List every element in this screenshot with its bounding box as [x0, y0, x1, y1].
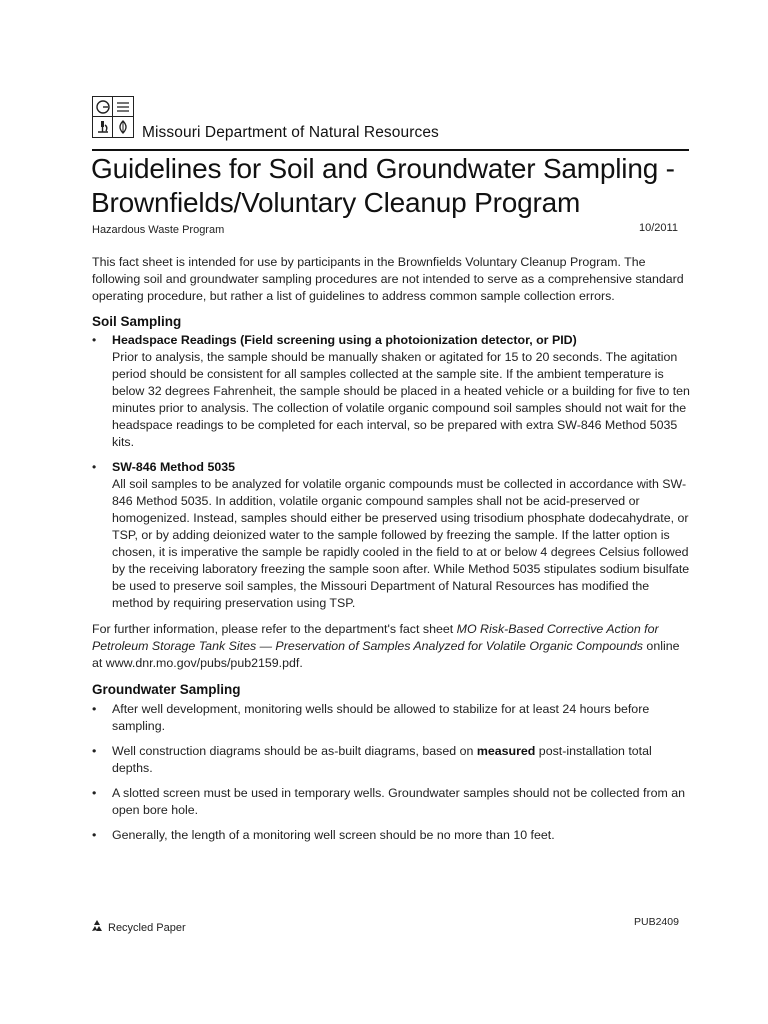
- soil-item-title: Headspace Readings (Field screening using a photoionization detector, or PID): [112, 333, 577, 347]
- groundwater-item-text: After well development, monitoring wells should be allowed to stabilize for at least 24 hours before sampling.: [112, 702, 650, 733]
- bullet-icon: •: [92, 460, 97, 474]
- groundwater-item-text: Generally, the length of a monitoring well screen should be no more than 10 feet.: [112, 828, 555, 842]
- bullet-icon: •: [92, 333, 97, 347]
- publication-date: 10/2011: [639, 222, 678, 234]
- lines-icon: [113, 97, 133, 117]
- leaf-icon: [113, 117, 133, 137]
- soil-item-method-5035: [92, 459, 692, 612]
- groundwater-item: [92, 701, 692, 735]
- title-line-1: Guidelines for Soil and Groundwater Sampling -: [91, 153, 675, 184]
- further-info-paragraph: [92, 621, 692, 672]
- groundwater-item-text-pre: Well construction diagrams should be as-built diagrams, based on: [112, 744, 477, 758]
- bullet-icon: •: [92, 828, 97, 842]
- agency-name: Missouri Department of Natural Resources: [142, 124, 439, 141]
- microscope-icon: [93, 117, 113, 137]
- dnr-logo: [92, 96, 134, 138]
- header-rule: [92, 149, 689, 151]
- document-body: [92, 254, 692, 852]
- soil-item-body: All soil samples to be analyzed for volatile organic compounds must be collected in accordance with SW-846 Method 5035. In addition, volatile organic compound samples shall not be acid-preserved or homogenized. Instead, samples should either be preserved using trisodium phosphate dodecahydrate, or TSP, or by adding deionized water to the sample followed by freezing the sample. If the latter option is chosen, it is imperative the sample be rapidly cooled in the field to at or below 4 degrees Celsius followed by the receiving laboratory freezing the sample soon after. While Method 5035 stipulates sodium bisulfate be used to preserve soil samples, the Missouri Department of Natural Resources has modified the method by requiring preservation using TSP.: [112, 477, 690, 610]
- bullet-icon: •: [92, 744, 97, 758]
- recycled-paper-label: Recycled Paper: [108, 921, 186, 934]
- groundwater-item-text: A slotted screen must be used in temporary wells. Groundwater samples should not be collected from an open bore hole.: [112, 786, 686, 817]
- groundwater-sampling-heading: Groundwater Sampling: [92, 682, 241, 697]
- soil-item-title: SW-846 Method 5035: [112, 460, 236, 474]
- further-suffix: online at www.dnr.mo.gov/pubs/pub2159.pdf.: [92, 639, 680, 670]
- publication-number: PUB2409: [634, 916, 679, 928]
- program-name: Hazardous Waste Program: [92, 224, 225, 236]
- groundwater-item: [92, 827, 692, 844]
- further-prefix: For further information, please refer to the department's fact sheet: [92, 622, 457, 636]
- groundwater-item-text-post: post-installation total depths.: [112, 744, 652, 775]
- globe-icon: [93, 97, 113, 117]
- bullet-icon: •: [92, 786, 97, 800]
- fact-sheet-title-link[interactable]: MO Risk-Based Corrective Action for Petroleum Storage Tank Sites — Preservation of Samples Analyzed for Volatile Organic Compounds: [92, 622, 659, 653]
- groundwater-item-emphasis: measured: [476, 744, 536, 758]
- title-line-2: Brownfields/Voluntary Cleanup Program: [91, 187, 581, 218]
- document-title: [91, 152, 691, 220]
- bullet-icon: •: [92, 702, 97, 716]
- groundwater-item: [92, 785, 692, 819]
- groundwater-item: [92, 743, 692, 777]
- intro-paragraph: This fact sheet is intended for use by participants in the Brownfields Voluntary Cleanup Program. The following soil and groundwater sampling procedures are not intended to serve as a comprehensive standard operating procedure, but rather a list of guidelines to address common sample collection errors.: [92, 255, 684, 303]
- soil-item-headspace: [92, 332, 692, 451]
- soil-sampling-heading: Soil Sampling: [92, 314, 182, 329]
- recycle-icon: [90, 919, 104, 936]
- recycled-paper-note: [90, 919, 186, 936]
- soil-item-body: Prior to analysis, the sample should be manually shaken or agitated for 15 to 20 seconds. The agitation period should be consistent for all samples collected at the sample site. If the ambient temperature is below 32 degrees Fahrenheit, the sample should be placed in a heated vehicle or a building for five to ten minutes prior to analysis. The collection of volatile organic compound soil samples should not wait for the headspace readings to be completed for each interval, so be prepared with extra SW-846 Method 5035 kits.: [112, 350, 690, 449]
